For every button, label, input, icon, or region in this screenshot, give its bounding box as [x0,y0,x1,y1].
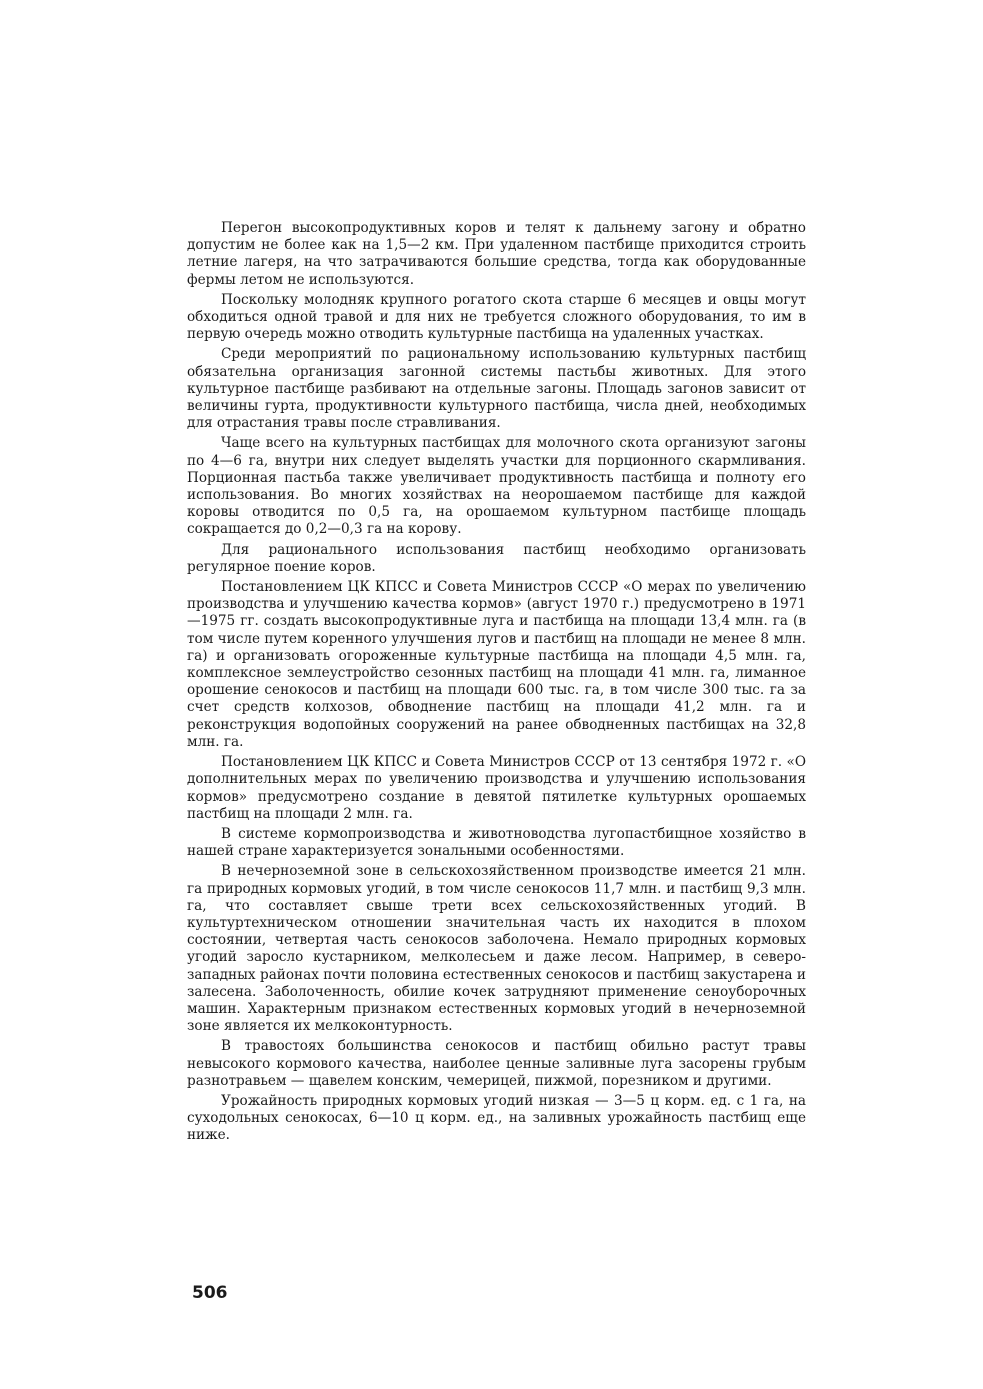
paragraph: В системе кормопроизводства и животноводства лугопастбищное хозяйство в нашей стране характеризуется зональными особенностями. [187,825,806,860]
paragraph: Урожайность природных кормовых угодий низкая — 3—5 ц корм. ед. с 1 га, на суходольных сенокосах, 6—10 ц корм. ед., на заливных урожайность пастбищ еще ниже. [187,1092,806,1144]
paragraph: Перегон высокопродуктивных коров и телят к дальнему загону и обратно допустим не более как на 1,5—2 км. При удаленном пастбище приходится строить летние лагеря, на что затрачиваются большие средства, тогда как оборудованные фермы летом не используются. [187,220,806,288]
page-body [187,220,806,1148]
paragraph: Постановлением ЦК КПСС и Совета Министров СССР от 13 сентября 1972 г. «О дополнительных мерах по увеличению производства и улучшению использования кормов» предусмотрено создание в девятой пятилетке культурных орошаемых пастбищ на площади 2 млн. га. [187,754,806,822]
paragraph: Чаще всего на культурных пастбищах для молочного скота организуют загоны по 4—6 га, внутри них следует выделять участки для порционного скармливания. Порционная пастьба также увеличивает продуктивность пастбища и полноту его использования. Во многих хозяйствах на неорошаемом пастбище для каждой коровы отводится по 0,5 га, на орошаемом культурном пастбище площадь сокращается до 0,2—0,3 га на корову. [187,435,806,538]
paragraph: Постановлением ЦК КПСС и Совета Министров СССР «О мерах по увеличению производства и улучшению качества кормов» (август 1970 г.) предусмотрено в 1971—1975 гг. создать высокопродуктивные луга и пастбища на площади 13,4 млн. га (в том числе путем коренного улучшения лугов и пастбищ на площади не менее 8 млн. га) и организовать огороженные культурные пастбища на площади 4,5 млн. га, комплексное землеустройство сезонных пастбищ на площади 41 млн. га, лиманное орошение сенокосов и пастбищ на площади 600 тыс. га, в том числе 300 тыс. га за счет средств колхозов, обводнение пастбищ на площади 41,2 млн. га и реконструкция водопойных сооружений на ранее обводненных пастбищах на 32,8 млн. га. [187,579,806,750]
paragraph: Поскольку молодняк крупного рогатого скота старше 6 месяцев и овцы могут обходиться одной травой и для них не требуется сложного оборудования, то им в первую очередь можно отводить культурные пастбища на удаленных участках. [187,291,806,343]
paragraph: Среди мероприятий по рациональному использованию культурных пастбищ обязательна организация загонной системы пастьбы животных. Для этого культурное пастбище разбивают на отдельные загоны. Площадь загонов зависит от величины гурта, продуктивности культурного пастбища, числа дней, необходимых для отрастания травы после стравливания. [187,346,806,432]
paragraph: Для рационального использования пастбищ необходимо организовать регулярное поение коров. [187,541,806,575]
page-number: 506 [192,1283,228,1303]
paragraph: В нечерноземной зоне в сельскохозяйственном производстве имеется 21 млн. га природных кормовых угодий, в том числе сенокосов 11,7 млн. и пастбищ 9,3 млн. га, что составляет свыше трети всех сельскохозяйственных угодий. В культуртехническом отношении значительная часть их находится в плохом состоянии, четвертая часть сенокосов заболочена. Немало природных кормовых угодий заросло кустарником, мелколесьем и даже лесом. Например, в северо-западных районах почти половина естественных сенокосов и пастбищ закустарена и залесена. Заболоченность, обилие кочек затрудняют применение сеноуборочных машин. Характерным признаком естественных кормовых угодий в нечерноземной зоне является их мелкоконтурность. [187,863,806,1035]
paragraph: В травостоях большинства сенокосов и пастбищ обильно растут травы невысокого кормового качества, наиболее ценные заливные луга засорены грубым разнотравьем — щавелем конским, чемерицей, пижмой, порезником и другими. [187,1038,806,1089]
